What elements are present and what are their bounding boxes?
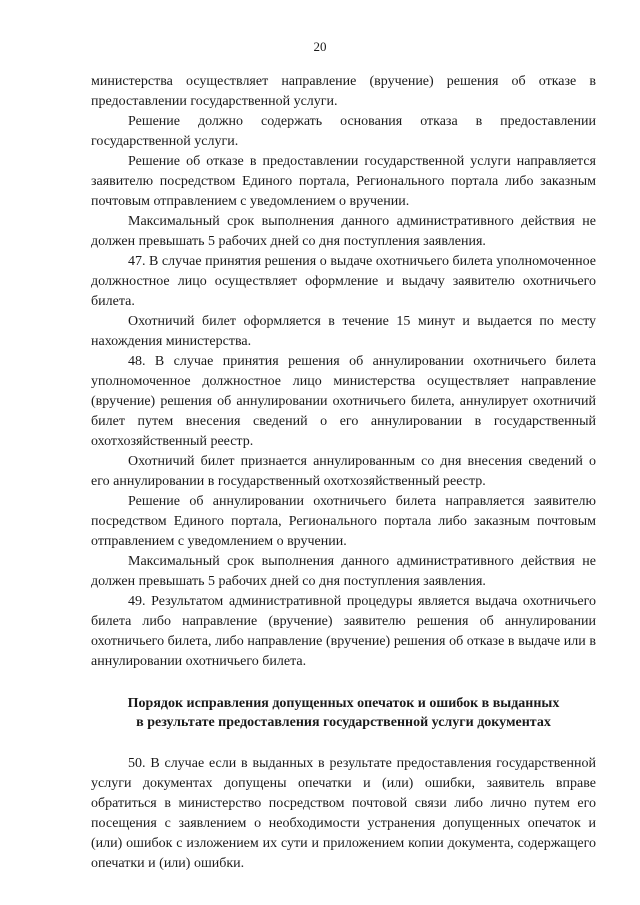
paragraph: Решение об аннулировании охотничьего билета направляется заявителю посредством Единого портала, Регионального портала либо заказным почтовым отправлением с уведомлением о вручении. (91, 494, 596, 549)
section-heading (91, 694, 596, 732)
paragraph: Решение должно содержать основания отказа в предоставлении государственной услуги. (91, 114, 596, 149)
paragraph: министерства осуществляет направление (вручение) решения об отказе в предоставлении государственной услуги. (91, 74, 596, 109)
paragraph-item-47: 47. В случае принятия решения о выдаче охотничьего билета уполномоченное должностное лицо осуществляет оформление и выдачу заявителю охотничьего билета. (91, 254, 596, 309)
paragraph: Максимальный срок выполнения данного административного действия не должен превышать 5 рабочих дней со дня поступления заявления. (91, 214, 596, 249)
paragraph-item-48: 48. В случае принятия решения об аннулировании охотничьего билета уполномоченное должностное лицо министерства осуществляет направление (вручение) решения об аннулировании охотничьего билета, аннулирует охотничий билет путем внесения сведений о его аннулировании в государственный охотхозяйственный реестр. (91, 354, 596, 449)
paragraph: Охотничий билет признается аннулированным со дня внесения сведений о его аннулировании в государственный охотхозяйственный реестр. (91, 454, 596, 489)
section-heading-line: Порядок исправления допущенных опечаток и ошибок в выданных (127, 696, 560, 711)
document-body (91, 72, 596, 874)
paragraph-item-49: 49. Результатом административной процедуры является выдача охотничьего билета либо направление (вручение) заявителю решения об аннулировании охотничьего билета, либо направление (вручение) решения об отказе в выдаче или в аннулировании охотничьего билета. (91, 594, 596, 669)
paragraph: Решение об отказе в предоставлении государственной услуги направляется заявителю посредством Единого портала, Регионального портала либо заказным почтовым отправлением с уведомлением о вручении. (91, 154, 596, 209)
paragraph: Охотничий билет оформляется в течение 15 минут и выдается по месту нахождения министерства. (91, 314, 596, 349)
paragraph-item-50: 50. В случае если в выданных в результате предоставления государственной услуги документах допущены опечатки и (или) ошибки, заявитель вправе обратиться в министерство посредством почтовой связи либо лично путем его посещения с заявлением о необходимости устранения допущенных опечаток и (или) ошибок с изложением их сути и приложением копии документа, содержащего опечатки и (или) ошибки. (91, 756, 596, 871)
section-heading-line: в результате предоставления государственной услуги документах (136, 715, 551, 730)
page-number: 20 (313, 39, 327, 54)
paragraph: Максимальный срок выполнения данного административного действия не должен превышать 5 рабочих дней со дня поступления заявления. (91, 554, 596, 589)
